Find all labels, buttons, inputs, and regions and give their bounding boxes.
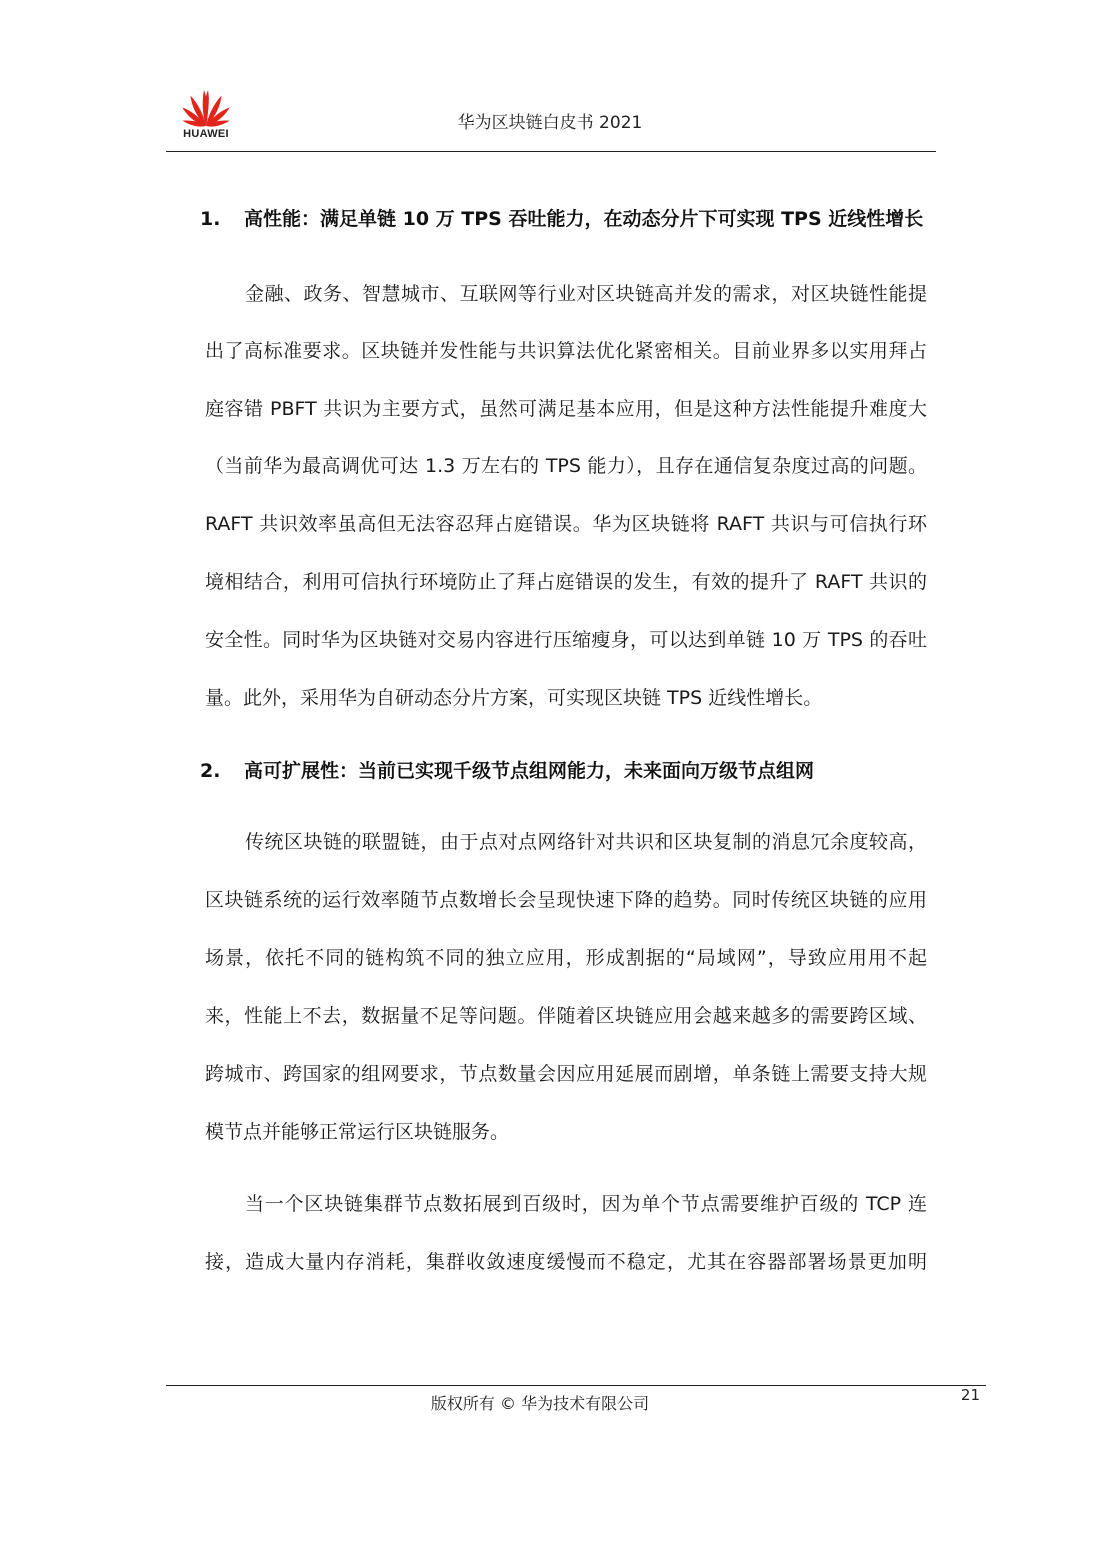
section-heading-2 <box>200 756 814 783</box>
paragraph-line: 庭容错 PBFT 共识为主要方式，虽然可满足基本应用，但是这种方法性能提升难度大 <box>205 398 927 420</box>
paragraph-line: 模节点并能够正常运行区块链服务。 <box>205 1121 510 1143</box>
paragraph-line: 金融、政务、智慧城市、互联网等行业对区块链高并发的需求，对区块链性能提 <box>245 283 927 305</box>
paragraph-line: 传统区块链的联盟链，由于点对点网络针对共识和区块复制的消息冗余度较高， <box>245 831 927 853</box>
section-heading-text: 高性能：满足单链 10 万 TPS 吞吐能力，在动态分片下可实现 TPS 近线性增长 <box>244 208 924 230</box>
paragraph-line: 安全性。同时华为区块链对交易内容进行压缩瘦身，可以达到单链 10 万 TPS 的吞吐 <box>205 629 927 651</box>
paragraph-line: 来，性能上不去，数据量不足等问题。伴随着区块链应用会越来越多的需要跨区域、 <box>205 1005 927 1027</box>
paragraph-line: 区块链系统的运行效率随节点数增长会呈现快速下降的趋势。同时传统区块链的应用 <box>205 889 927 911</box>
footer-divider <box>166 1385 986 1386</box>
section-heading-1 <box>200 204 923 231</box>
paragraph-line: RAFT 共识效率虽高但无法容忍拜占庭错误。华为区块链将 RAFT 共识与可信执行环 <box>205 513 927 535</box>
section-heading-text: 高可扩展性：当前已实现千级节点组网能力，未来面向万级节点组网 <box>244 760 815 782</box>
header-divider <box>166 151 936 152</box>
huawei-flower-icon <box>172 84 240 128</box>
huawei-logo <box>172 84 240 144</box>
paragraph-line: 场景，依托不同的链构筑不同的独立应用，形成割据的“局域网”，导致应用用不起 <box>205 947 927 969</box>
paragraph-line: 量。此外，采用华为自研动态分片方案，可实现区块链 TPS 近线性增长。 <box>205 687 823 709</box>
paragraph-line: 出了高标准要求。区块链并发性能与共识算法优化紧密相关。目前业界多以实用拜占 <box>205 340 927 362</box>
paragraph-line: 跨城市、跨国家的组网要求，节点数量会因应用延展而剧增，单条链上需要支持大规 <box>205 1063 927 1085</box>
page-number: 21 <box>960 1386 980 1404</box>
paragraph-line: 当一个区块链集群节点数拓展到百级时，因为单个节点需要维护百级的 TCP 连 <box>245 1193 927 1215</box>
paragraph-line: （当前华为最高调优可达 1.3 万左右的 TPS 能力），且存在通信复杂度过高的问题。 <box>205 455 927 477</box>
copyright-notice: 版权所有 © 华为技术有限公司 <box>430 1394 650 1413</box>
section-number: 1. <box>200 208 221 230</box>
paragraph-line: 境相结合，利用可信执行环境防止了拜占庭错误的发生，有效的提升了 RAFT 共识的 <box>205 571 927 593</box>
section-number: 2. <box>200 760 221 782</box>
paragraph-line: 接，造成大量内存消耗，集群收敛速度缓慢而不稳定，尤其在容器部署场景更加明 <box>205 1251 927 1273</box>
brand-name: HUAWEI <box>183 128 229 140</box>
document-title: 华为区块链白皮书 2021 <box>457 113 643 133</box>
